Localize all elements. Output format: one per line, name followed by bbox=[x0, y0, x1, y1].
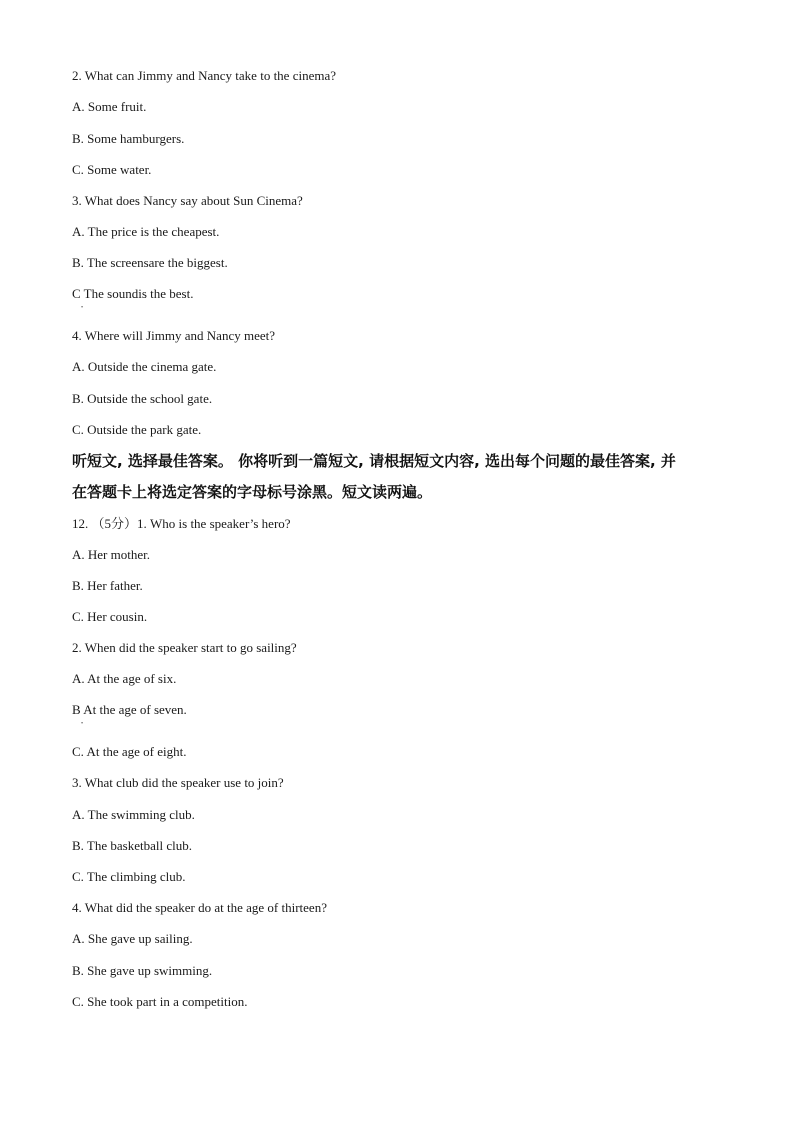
decorative-dot: • bbox=[81, 721, 84, 727]
question-12-4-text: 4. What did the speaker do at the age of thirteen? bbox=[72, 900, 327, 915]
question-2-option-b: B. Some hamburgers. bbox=[72, 131, 185, 146]
question-12-1-option-a: A. Her mother. bbox=[72, 547, 150, 562]
question-12-3-option-b: B. The basketball club. bbox=[72, 838, 192, 853]
question-3-option-b: B. The screensare the biggest. bbox=[72, 255, 228, 270]
question-2-option-c: C. Some water. bbox=[72, 162, 152, 177]
question-12-3-option-c: C. The climbing club. bbox=[72, 869, 186, 884]
question-4-option-b: B. Outside the school gate. bbox=[72, 391, 213, 406]
question-12-2-option-b: B At the age of seven. bbox=[72, 702, 187, 717]
instructions-line-2: 在答题卡上将选定答案的字母标号涂黑。短文读两遍。 bbox=[72, 483, 433, 501]
question-3-option-c: C The soundis the best. bbox=[72, 286, 194, 301]
question-3-option-a: A. The price is the cheapest. bbox=[72, 224, 220, 239]
question-12-1-option-c: C. Her cousin. bbox=[72, 609, 148, 624]
question-12-3-option-a: A. The swimming club. bbox=[72, 807, 195, 822]
decorative-dot: • bbox=[81, 305, 84, 311]
question-4-text: 4. Where will Jimmy and Nancy meet? bbox=[72, 328, 276, 343]
question-12-2-option-a: A. At the age of six. bbox=[72, 671, 177, 686]
question-4-option-c: C. Outside the park gate. bbox=[72, 422, 202, 437]
question-12-1-text: 12. （5分）1. Who is the speaker’s hero? bbox=[72, 516, 291, 531]
question-4-option-a: A. Outside the cinema gate. bbox=[72, 359, 217, 374]
question-12-4-option-a: A. She gave up sailing. bbox=[72, 931, 193, 946]
question-2-option-a: A. Some fruit. bbox=[72, 99, 147, 114]
question-2-text: 2. What can Jimmy and Nancy take to the cinema? bbox=[72, 68, 336, 83]
instructions-line-1: 听短文, 选择最佳答案。 你将听到一篇短文, 请根据短文内容, 选出每个问题的最佳答案, 并 bbox=[72, 452, 676, 470]
question-12-2-option-c: C. At the age of eight. bbox=[72, 744, 187, 759]
question-12-4-option-c: C. She took part in a competition. bbox=[72, 994, 248, 1009]
question-12-3-text: 3. What club did the speaker use to join? bbox=[72, 775, 284, 790]
question-12-1-option-b: B. Her father. bbox=[72, 578, 143, 593]
question-12-4-option-b: B. She gave up swimming. bbox=[72, 963, 213, 978]
question-3-text: 3. What does Nancy say about Sun Cinema? bbox=[72, 193, 303, 208]
question-12-2-text: 2. When did the speaker start to go sailing? bbox=[72, 640, 297, 655]
